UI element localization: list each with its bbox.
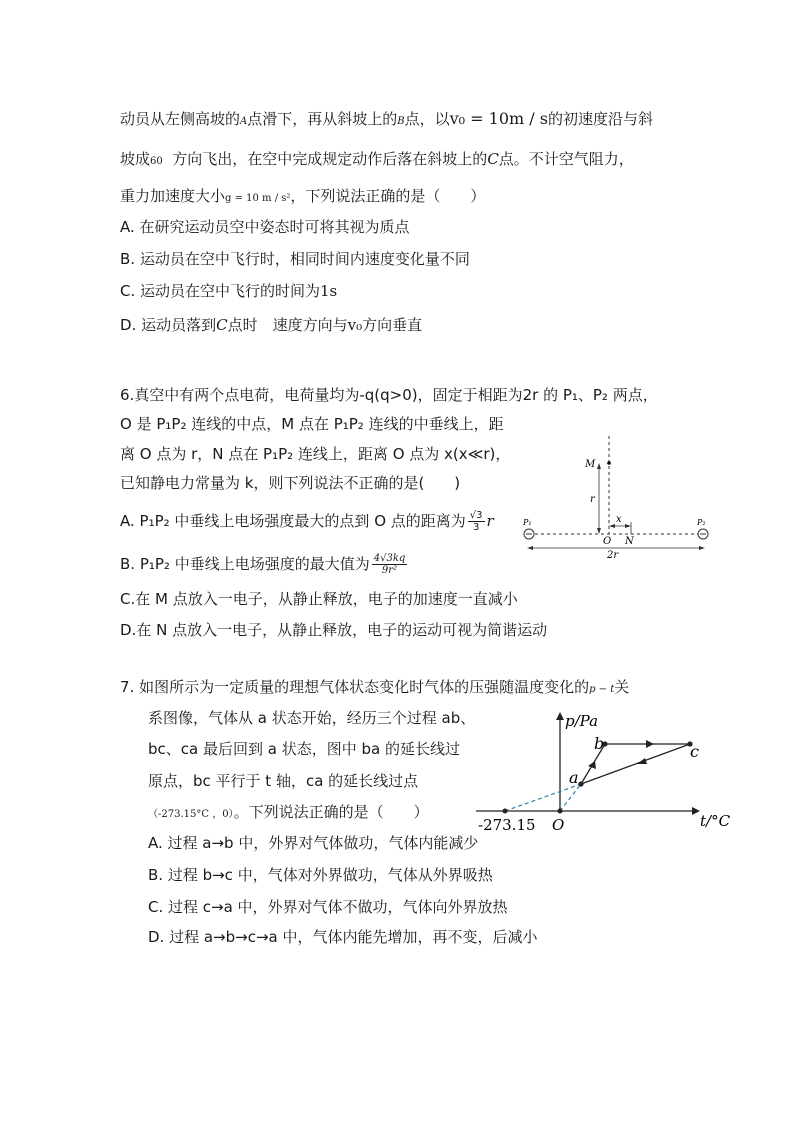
r-arrow-top [597,463,601,469]
q7-line-4: 原点，bc 平行于 t 轴，ca 的延长线过点 [148,772,419,790]
state-a-point [578,781,583,786]
label-p2: P₂ [697,518,706,527]
q5-option-d: D. 运动员落到C点时 速度方向与v₀方向垂直 [120,316,423,334]
fraction-max-field: $\frac{4√3kq}{\text{9r²}}$ [373,553,406,576]
arrow-ca [637,758,647,764]
ca-extension [505,784,581,811]
label-n: N [625,536,634,547]
q6-charges-diagram [515,430,725,560]
fraction-sqrt3-over-3: $\frac{√3}{3}$ [469,510,483,533]
v0-equation: v₀ = 10m / s [449,109,548,128]
q5-option-b: B. 运动员在空中飞行时，相同时间内速度变化量不同 [120,250,470,268]
q5-line-2: 坡成60 方向飞出，在空中完成规定动作后落在斜坡上的C点。不计空气阻力， [120,150,634,168]
label-o: O [603,536,612,547]
label-m: M [585,459,596,470]
t-axis-label: t/°C [700,812,731,830]
neg-273-label: -273.15 [478,816,536,834]
q7-line-3: bc、ca 最后回到 a 状态，图中 ba 的延长线过 [148,740,460,758]
point-B: B [397,116,405,127]
neg-273-point [503,809,508,814]
two-r-arrow-left [527,546,533,550]
q7-line-2: 系图像，气体从 a 状态开始，经历三个过程 ab、 [148,709,476,727]
x-arrow-left [609,524,615,528]
q7-pt-diagram [468,708,740,838]
q5-line-1: 动员从左侧高坡的A点滑下，再从斜坡上的B点，以v₀ = 10m / s的初速度沿与斜 [120,109,653,128]
two-r-arrow-right [699,546,705,550]
q7-line-5: （-273.15°C ，0）。下列说法正确的是（ ） [148,803,429,821]
q6-line-2: O 是 P₁P₂ 连线的中点，M 点在 P₁P₂ 连线的中垂线上，距 [120,415,504,433]
q6-option-c: C.在 M 点放入一电子，从静止释放，电子的加速度一直减小 [120,590,518,608]
q7-option-c: C. 过程 c→a 中，外界对气体不做功，气体向外界放热 [148,898,508,916]
p-axis-label: p/Pa [565,712,599,730]
q6-line-1: 6.真空中有两个点电荷，电荷量均为-q(q>0)，固定于相距为2r 的 P₁、P₂ 两点， [120,386,658,404]
point-A: A [240,116,248,127]
origin-label: O [552,816,565,834]
label-2r: 2r [607,550,619,560]
q6-line-4: 已知静电力常量为 k，则下列说法不正确的是( ) [120,474,461,492]
point-m [607,461,611,465]
q6-line-3: 离 O 点为 r，N 点在 P₁P₂ 连线上，距离 O 点为 x(x≪r)， [120,445,511,463]
q7-line-1: 7. 如图所示为一定质量的理想气体状态变化时气体的压强随温度变化的p − t关 [120,678,630,696]
arrow-bc [646,740,654,748]
point-C: C [487,150,499,168]
arrow-ab [588,761,596,769]
state-c-label: c [690,742,699,761]
t-axis-arrow [692,807,700,815]
g-equation: g = 10 m / s² [225,193,291,204]
label-r: r [590,494,595,505]
angle-value: 60 [150,156,163,167]
q5-option-a: A. 在研究运动员空中姿态时可将其视为质点 [120,218,410,236]
r-arrow-bottom [597,528,601,534]
q6-option-b: B. P₁P₂ 中垂线上电场强度的最大值为 $\frac{4√3kq}{\text{9r²}}$ [120,553,406,576]
state-a-label: a [569,768,579,787]
q6-option-d: D.在 N 点放入一电子，从静止释放，电子的运动可视为简谐运动 [120,621,548,639]
q7-option-b: B. 过程 b→c 中，气体对外界做功，气体从外界吸热 [148,866,493,884]
x-arrow-right [625,524,631,528]
state-b-label: b [594,734,605,753]
q7-option-a: A. 过程 a→b 中，外界对气体做功，气体内能减少 [148,834,479,852]
origin-point [558,809,563,814]
ba-extension [560,784,581,811]
p-axis-arrow [556,712,564,720]
q5-line-3: 重力加速度大小g = 10 m / s²，下列说法正确的是（ ） [120,187,486,205]
q6-option-a: A. P₁P₂ 中垂线上电场强度最大的点到 O 点的距离为 $\frac{√3}{3}$ r [120,510,494,533]
label-p1: P₁ [523,518,532,527]
label-x: x [616,514,622,525]
q5-option-c: C. 运动员在空中飞行的时间为1s [120,282,338,300]
q7-option-d: D. 过程 a→b→c→a 中，气体内能先增加，再不变，后减小 [148,928,538,946]
